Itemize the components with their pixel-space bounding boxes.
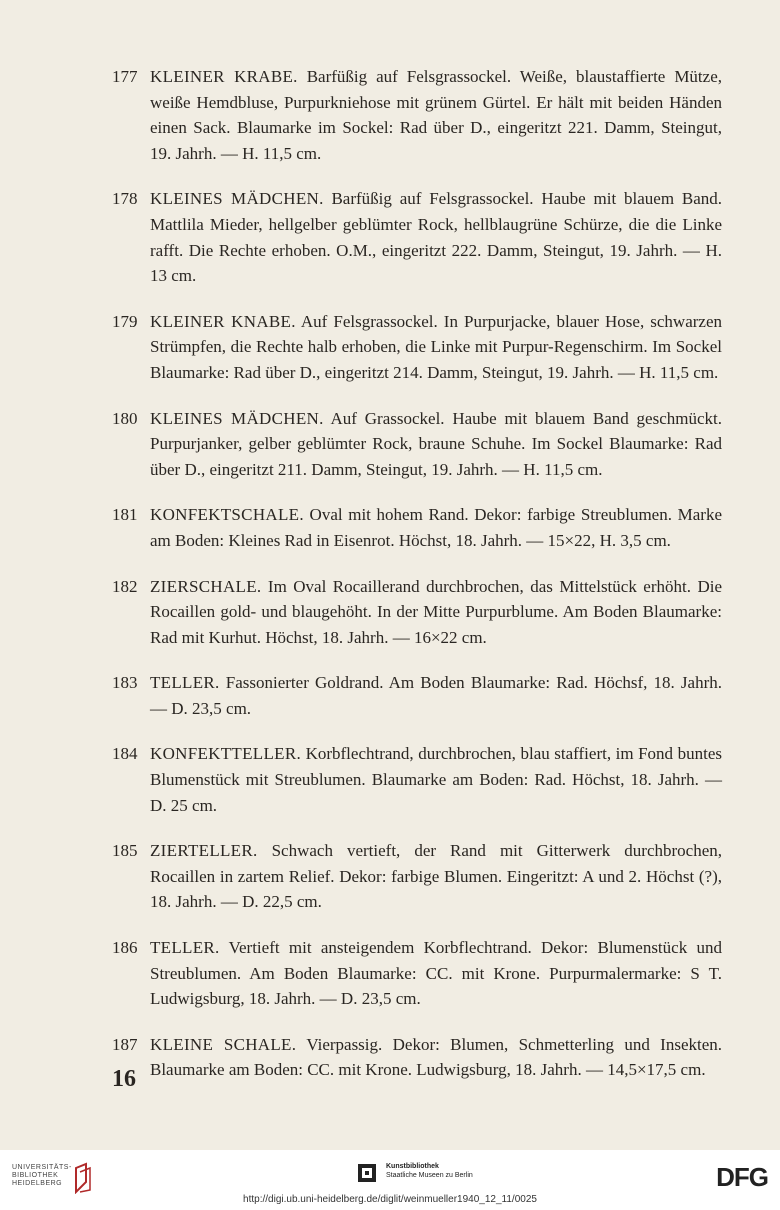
catalog-entry [112, 838, 722, 915]
entry-text [150, 838, 722, 915]
entry-number: 182 [112, 576, 138, 596]
entry-title: KLEINES MÄDCHEN. [150, 408, 324, 428]
entry-title: KONFEKTTELLER. [150, 744, 302, 764]
entry-number: 178 [112, 189, 138, 209]
entry-description: Korbflechtrand, durchbrochen, blau staffiert, im Fond buntes Blumenstück mit Streublumen. Blaumarke am Boden: Rad. Höchst, 18. Jahrh. — D. 25 cm. [150, 744, 722, 815]
catalog-entry [112, 574, 722, 651]
source-url[interactable]: http://digi.ub.uni-heidelberg.de/diglit/weinmueller1940_12_11/0025 [243, 1194, 537, 1205]
entry-description: Vertieft mit ansteigendem Korbflechtrand. Dekor: Blumenstück und Streublumen. Am Boden Blaumarke: CC. mit Krone. Purpurmalermarke: S T. Ludwigsburg, 18. Jahrh. — D. 23,5 cm. [150, 938, 722, 1009]
entry-text [150, 670, 722, 721]
entry-title: KONFEKTSCHALE. [150, 505, 304, 525]
university-line-1: UNIVERSITÄTS- [12, 1164, 72, 1171]
catalog-entry [112, 1032, 722, 1083]
entry-description: Auf Grassockel. Haube mit blauem Band geschmückt. Purpurjanker, gelber geblümter Rock, braune Schuhe. Im Sockel Blaumarke: Rad über D., eingeritzt 211. Damm, Steingut, 19. Jahrh. — H. 11,5 cm. [150, 408, 722, 479]
entry-description: Barfüßig auf Felsgrassockel. Haube mit blauem Band. Mattlila Mieder, hellgelber geblümter Rock, hellblaugrüne Schürze, die die Linke rafft. Die Rechte erhoben. O.M., eingeritzt 222. Damm, Steingut, 19. Jahrh. — H. 13 cm. [150, 189, 722, 286]
entry-text [150, 574, 722, 651]
entry-text [150, 64, 722, 166]
entry-text [150, 186, 722, 288]
catalog-entry [112, 309, 722, 386]
kunstbibliothek-block [356, 1162, 473, 1184]
catalog-entry [112, 502, 722, 553]
kunstbibliothek-logo-icon [356, 1162, 378, 1184]
entry-number: 186 [112, 938, 138, 958]
catalog-entry [112, 670, 722, 721]
dfg-logo: DFG [716, 1162, 768, 1192]
entry-number: 184 [112, 744, 138, 764]
digitization-footer [0, 1150, 780, 1210]
entry-text [150, 502, 722, 553]
entry-text [150, 935, 722, 1012]
entry-title: TELLER. [150, 938, 220, 958]
entry-title: KLEINE SCHALE. [150, 1034, 297, 1054]
university-line-3: HEIDELBERG [12, 1180, 63, 1187]
university-library-label [12, 1164, 72, 1188]
catalog-entry [112, 64, 722, 166]
entry-description: Auf Felsgrassockel. In Purpurjacke, blauer Hose, schwarzen Strümpfen, die Rechte halb erhoben, die Linke mit Purpur-Regenschirm. Im Sockel Blaumarke: Rad über D., eingeritzt 214. Damm, Steingut, 19. Jahrh. — H. 11,5 cm. [150, 311, 722, 382]
page-number: 16 [112, 1066, 136, 1092]
entry-title: ZIERTELLER. [150, 841, 258, 861]
entry-title: ZIERSCHALE. [150, 576, 262, 596]
catalog-list [112, 64, 722, 1103]
entry-title: KLEINES MÄDCHEN. [150, 189, 324, 209]
catalog-entry [112, 935, 722, 1012]
entry-number: 185 [112, 841, 138, 861]
entry-description: Fassonierter Goldrand. Am Boden Blaumarke: Rad. Höchsf, 18. Jahrh. — D. 23,5 cm. [150, 673, 722, 718]
entry-description: Schwach vertieft, der Rand mit Gitterwerk durchbrochen, Rocaillen in zartem Relief. Dekor: farbige Blumen. Eingeritzt: A und 2. Höchst (?), 18. Jahrh. — D. 22,5 cm. [150, 841, 722, 912]
university-logo-icon [72, 1162, 94, 1194]
entry-description: Vierpassig. Dekor: Blumen, Schmetterling und Insekten. Blaumarke am Boden: CC. mit Krone. Ludwigsburg, 18. Jahrh. — 14,5×17,5 cm. [150, 1034, 723, 1080]
catalog-entry [112, 186, 722, 288]
university-line-2: BIBLIOTHEK [12, 1172, 59, 1179]
entry-title: KLEINER KRABE. [150, 67, 298, 86]
catalog-entry [112, 406, 722, 483]
entry-number: 181 [112, 505, 138, 525]
entry-title: KLEINER KNABE. [150, 311, 296, 331]
entry-number: 187 [112, 1034, 138, 1054]
entry-number: 180 [112, 408, 138, 428]
kunstbibliothek-name: Kunstbibliothek [386, 1163, 439, 1170]
entry-text [150, 1032, 722, 1083]
entry-number: 179 [112, 311, 138, 331]
kunstbibliothek-subtitle: Staatliche Museen zu Berlin [386, 1172, 473, 1179]
entry-title: TELLER. [150, 673, 220, 693]
entry-number: 177 [112, 67, 138, 86]
entry-text [150, 309, 722, 386]
entry-text [150, 741, 722, 818]
entry-description: Barfüßig auf Felsgrassockel. Weiße, blaustaffierte Mütze, weiße Hemdbluse, Purpurkniehose mit grünem Gürtel. Er hält mit beiden Händen einen Sack. Blaumarke im Sockel: Rad über D., eingeritzt 221. Damm, Steingut, 19. Jahrh. — H. 11,5 cm. [150, 67, 722, 163]
entry-number: 183 [112, 673, 138, 693]
entry-text [150, 406, 722, 483]
catalog-entry [112, 741, 722, 818]
entry-description: Im Oval Rocaillerand durchbrochen, das Mittelstück erhöht. Die Rocaillen gold- und blaugehöht. In der Mitte Purpurblume. Am Boden Blaumarke: Rad mit Kurhut. Höchst, 18. Jahrh. — 16×22 cm. [150, 576, 722, 647]
entry-description: Oval mit hohem Rand. Dekor: farbige Streublumen. Marke am Boden: Kleines Rad in Eisenrot. Höchst, 18. Jahrh. — 15×22, H. 3,5 cm. [150, 505, 722, 550]
